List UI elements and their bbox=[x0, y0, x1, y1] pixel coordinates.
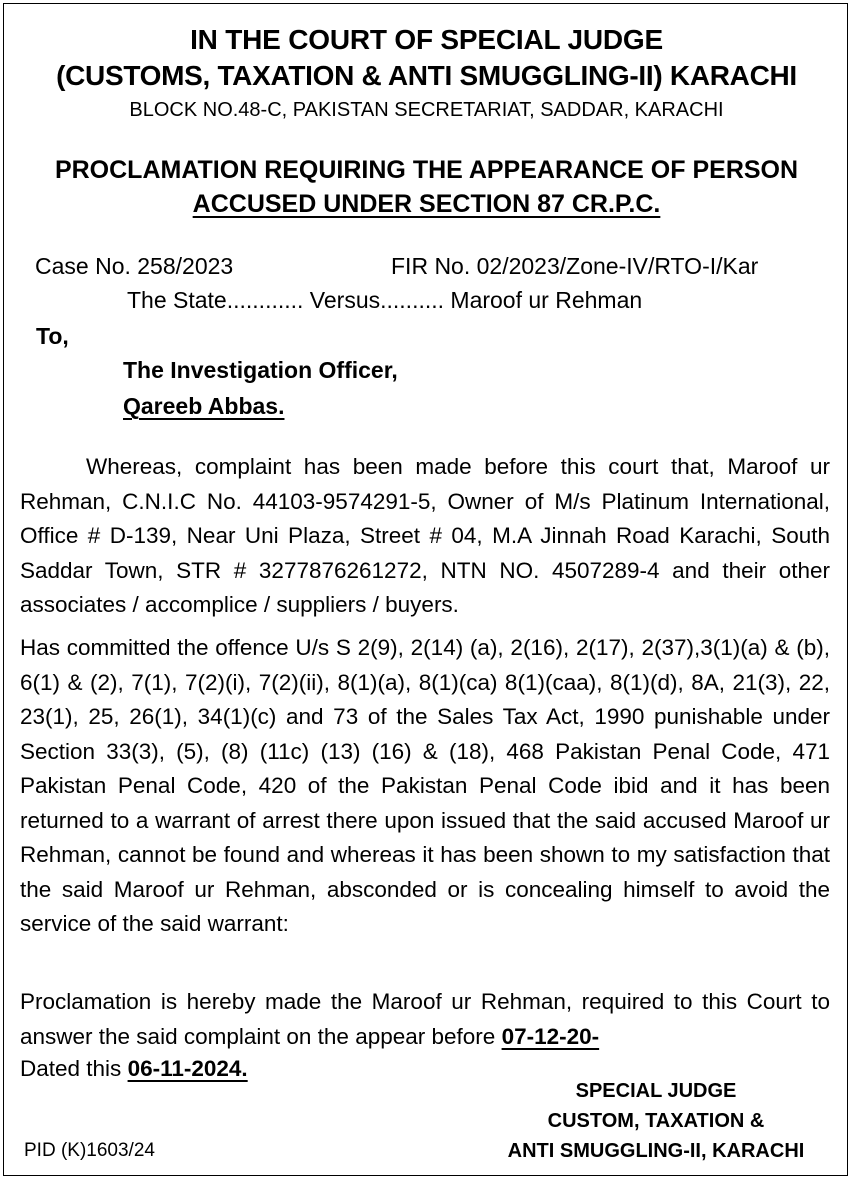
signature-court-line2: ANTI SMUGGLING-II, KARACHI bbox=[507, 1140, 805, 1162]
dated-date: 06-11-2024. bbox=[127, 1056, 248, 1081]
signature-court-line1: CUSTOM, TAXATION & bbox=[547, 1110, 765, 1132]
addressee-designation: The Investigation Officer, bbox=[123, 357, 398, 383]
case-parties: The State............ Versus.......... Maroof ur Rehman bbox=[127, 287, 643, 313]
court-name-line2: (CUSTOMS, TAXATION & ANTI SMUGGLING-II) KARACHI bbox=[56, 60, 797, 91]
addressee-name bbox=[123, 393, 284, 420]
proclamation-title-line1: PROCLAMATION REQUIRING THE APPEARANCE OF PERSON bbox=[54, 156, 799, 184]
proclamation-title-line2-text: ACCUSED UNDER SECTION 87 CR.P.C. bbox=[192, 190, 661, 218]
addressee-name-text: Qareeb Abbas. bbox=[123, 393, 285, 419]
proclamation-title-line2 bbox=[0, 190, 853, 219]
offence-paragraph: Has committed the offence U/s S 2(9), 2(14) (a), 2(16), 2(17), 2(37),3(1)(a) & (b), 6(1) & (2), 7(1), 7(2)(i), 7(2)(ii), 8(1)(a), 8(1)(ca) 8(1)(caa), 8(1)(d), 8A, 21(3), 22, 23(1), 25, 26(1), 34(1)(c) and 73 of the Sales Tax Act, 1990 punishable under Section 33(3), (5), (8) (11c) (13) (16) & (18), 468 Pakistan Penal Code, 471 Pakistan Penal Code, 420 of the Pakistan Penal Code ibid and it has been returned to a warrant of arrest there upon issued that the said accused Maroof ur Rehman, cannot be found and whereas it has been shown to my satisfaction that the said Maroof ur Rehman, absconded or is concealing himself to avoid the service of the said warrant: bbox=[20, 635, 830, 936]
signature-title: SPECIAL JUDGE bbox=[575, 1080, 737, 1102]
court-address: BLOCK NO.48-C, PAKISTAN SECRETARIAT, SADDAR, KARACHI bbox=[129, 99, 724, 121]
pid-number: PID (K)1603/24 bbox=[24, 1140, 155, 1161]
proclamation-paragraph bbox=[20, 985, 830, 1054]
addressee-to: To, bbox=[36, 323, 69, 349]
complaint-paragraph: Whereas, complaint has been made before this court that, Maroof ur Rehman, C.N.I.C No. 44103-9574291-5, Owner of M/s Platinum International, Office # D-139, Near Uni Plaza, Street # 04, M.A Jinnah Road Karachi, South Saddar Town, STR # 3277876261272, NTN NO. 4507289-4 and their other associates / accomplice / suppliers / buyers. bbox=[20, 454, 830, 617]
proclamation-text: Proclamation is hereby made the Maroof ur Rehman, required to this Court to answer the said complaint on the appear before bbox=[20, 989, 830, 1049]
appear-date: 07-12-20- bbox=[501, 1023, 600, 1049]
case-number: Case No. 258/2023 bbox=[35, 253, 234, 279]
fir-number: FIR No. 02/2023/Zone-IV/RTO-I/Kar bbox=[391, 253, 759, 279]
dated-label: Dated this bbox=[20, 1056, 122, 1081]
court-name-line1: IN THE COURT OF SPECIAL JUDGE bbox=[190, 24, 663, 55]
dated-line bbox=[20, 1056, 248, 1082]
